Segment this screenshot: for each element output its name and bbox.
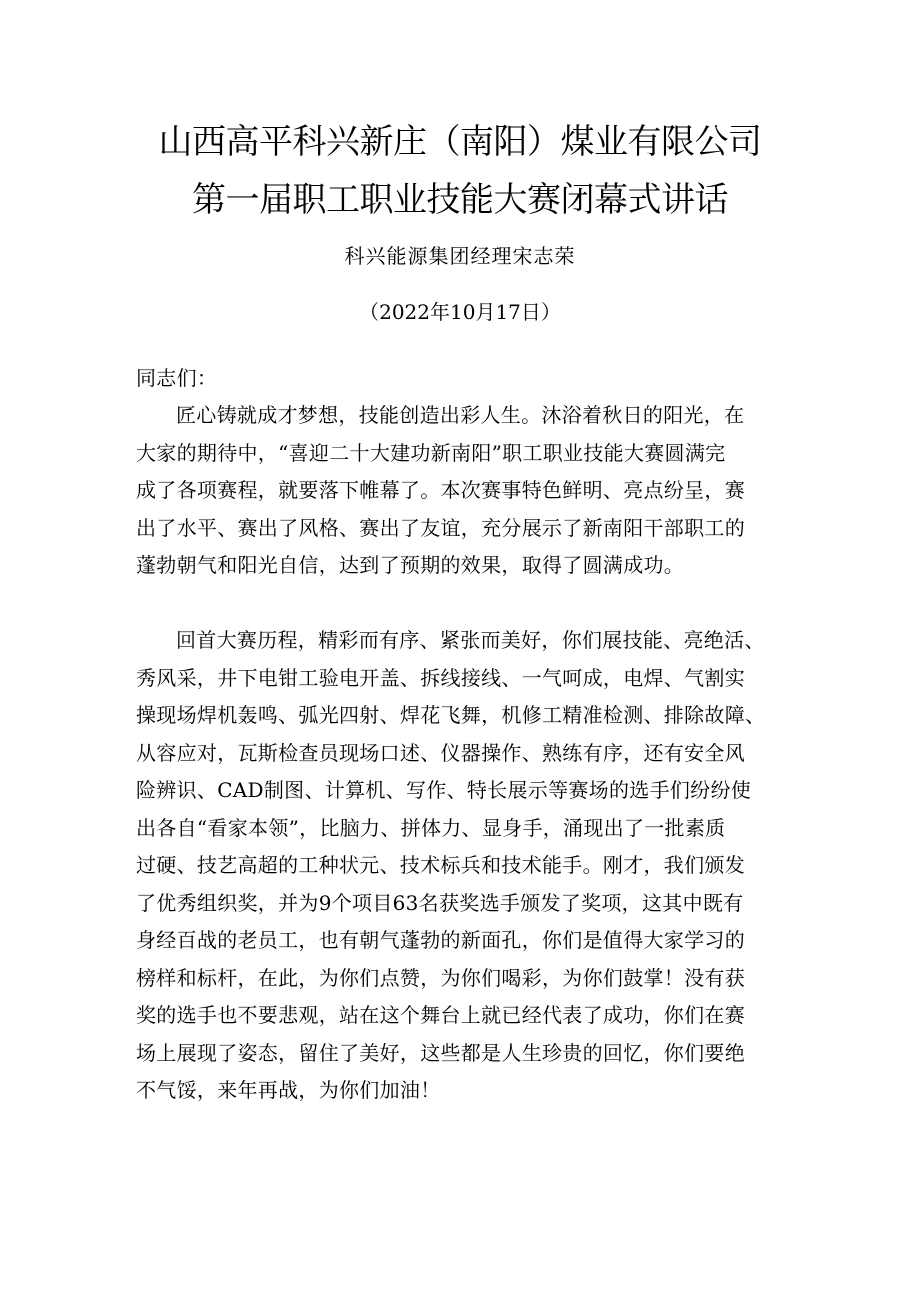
paragraph-line: 操现场焊机轰鸣、弧光四射、焊花飞舞，机修工精准检测、排除故障、 [136,703,766,727]
paragraph-line: 不气馁，来年再战，为你们加油！ [136,1078,441,1102]
paragraph-line: 匠心铸就成才梦想，技能创造出彩人生。沐浴着秋日的阳光，在 [176,403,745,427]
paragraph-line: 回首大赛历程，精彩而有序、紧张而美好，你们展技能、亮绝活、 [176,628,765,652]
paragraph-line: 出各自“看家本领”，比脑力、拼体力、显身手，涌现出了一批素质 [136,815,726,840]
paragraph-line: 险辨识、CAD制图、计算机、写作、特长展示等赛场的选手们纷纷使 [136,778,752,802]
title-line-1: 山西高平科兴新庄（南阳）煤业有限公司 [158,122,762,162]
paragraph-line: 从容应对，瓦斯检查员现场口述、仪器操作、熟练有序，还有安全风 [136,740,745,765]
paragraph-line: 过硬、技艺高超的工种状元、技术标兵和技术能手。刚才，我们颁发 [136,853,745,877]
paragraph-1 [136,397,796,585]
paragraph-line: 蓬勃朝气和阳光自信，达到了预期的效果，取得了圆满成功。 [136,553,685,577]
paragraph-line: 榜样和标杆，在此，为你们点赞，为你们喝彩，为你们鼓掌！没有获 [136,965,745,990]
date-line: （2022年10月17日） [359,300,561,324]
paragraph-line: 大家的期待中，“喜迎二十大建功新南阳”职工职业技能大赛圆满完 [136,440,726,465]
author-line: 科兴能源集团经理宋志荣 [344,244,576,268]
paragraph-2 [136,622,796,1110]
paragraph-line: 奖的选手也不要悲观，站在这个舞台上就已经代表了成功，你们在赛 [136,1003,745,1027]
paragraph-line: 身经百战的老员工，也有朝气蓬勃的新面孔，你们是值得大家学习的 [136,928,745,952]
paragraph-line: 场上展现了姿态，留住了美好，这些都是人生珍贵的回忆，你们要绝 [136,1040,745,1065]
title-line-2: 第一届职工职业技能大赛闭幕式讲话 [192,180,728,220]
paragraph-line: 出了水平、赛出了风格、赛出了友谊，充分展示了新南阳干部职工的 [136,515,745,540]
paragraph-line: 秀风采，井下电钳工验电开盖、拆线接线、一气呵成，电焊、气割实 [136,665,745,690]
salutation: 同志们： [136,366,218,390]
paragraph-line: 了优秀组织奖，并为9个项目63名获奖选手颁发了奖项，这其中既有 [136,890,744,915]
paragraph-line: 成了各项赛程，就要落下帷幕了。本次赛事特色鲜明、亮点纷呈，赛 [136,478,745,502]
